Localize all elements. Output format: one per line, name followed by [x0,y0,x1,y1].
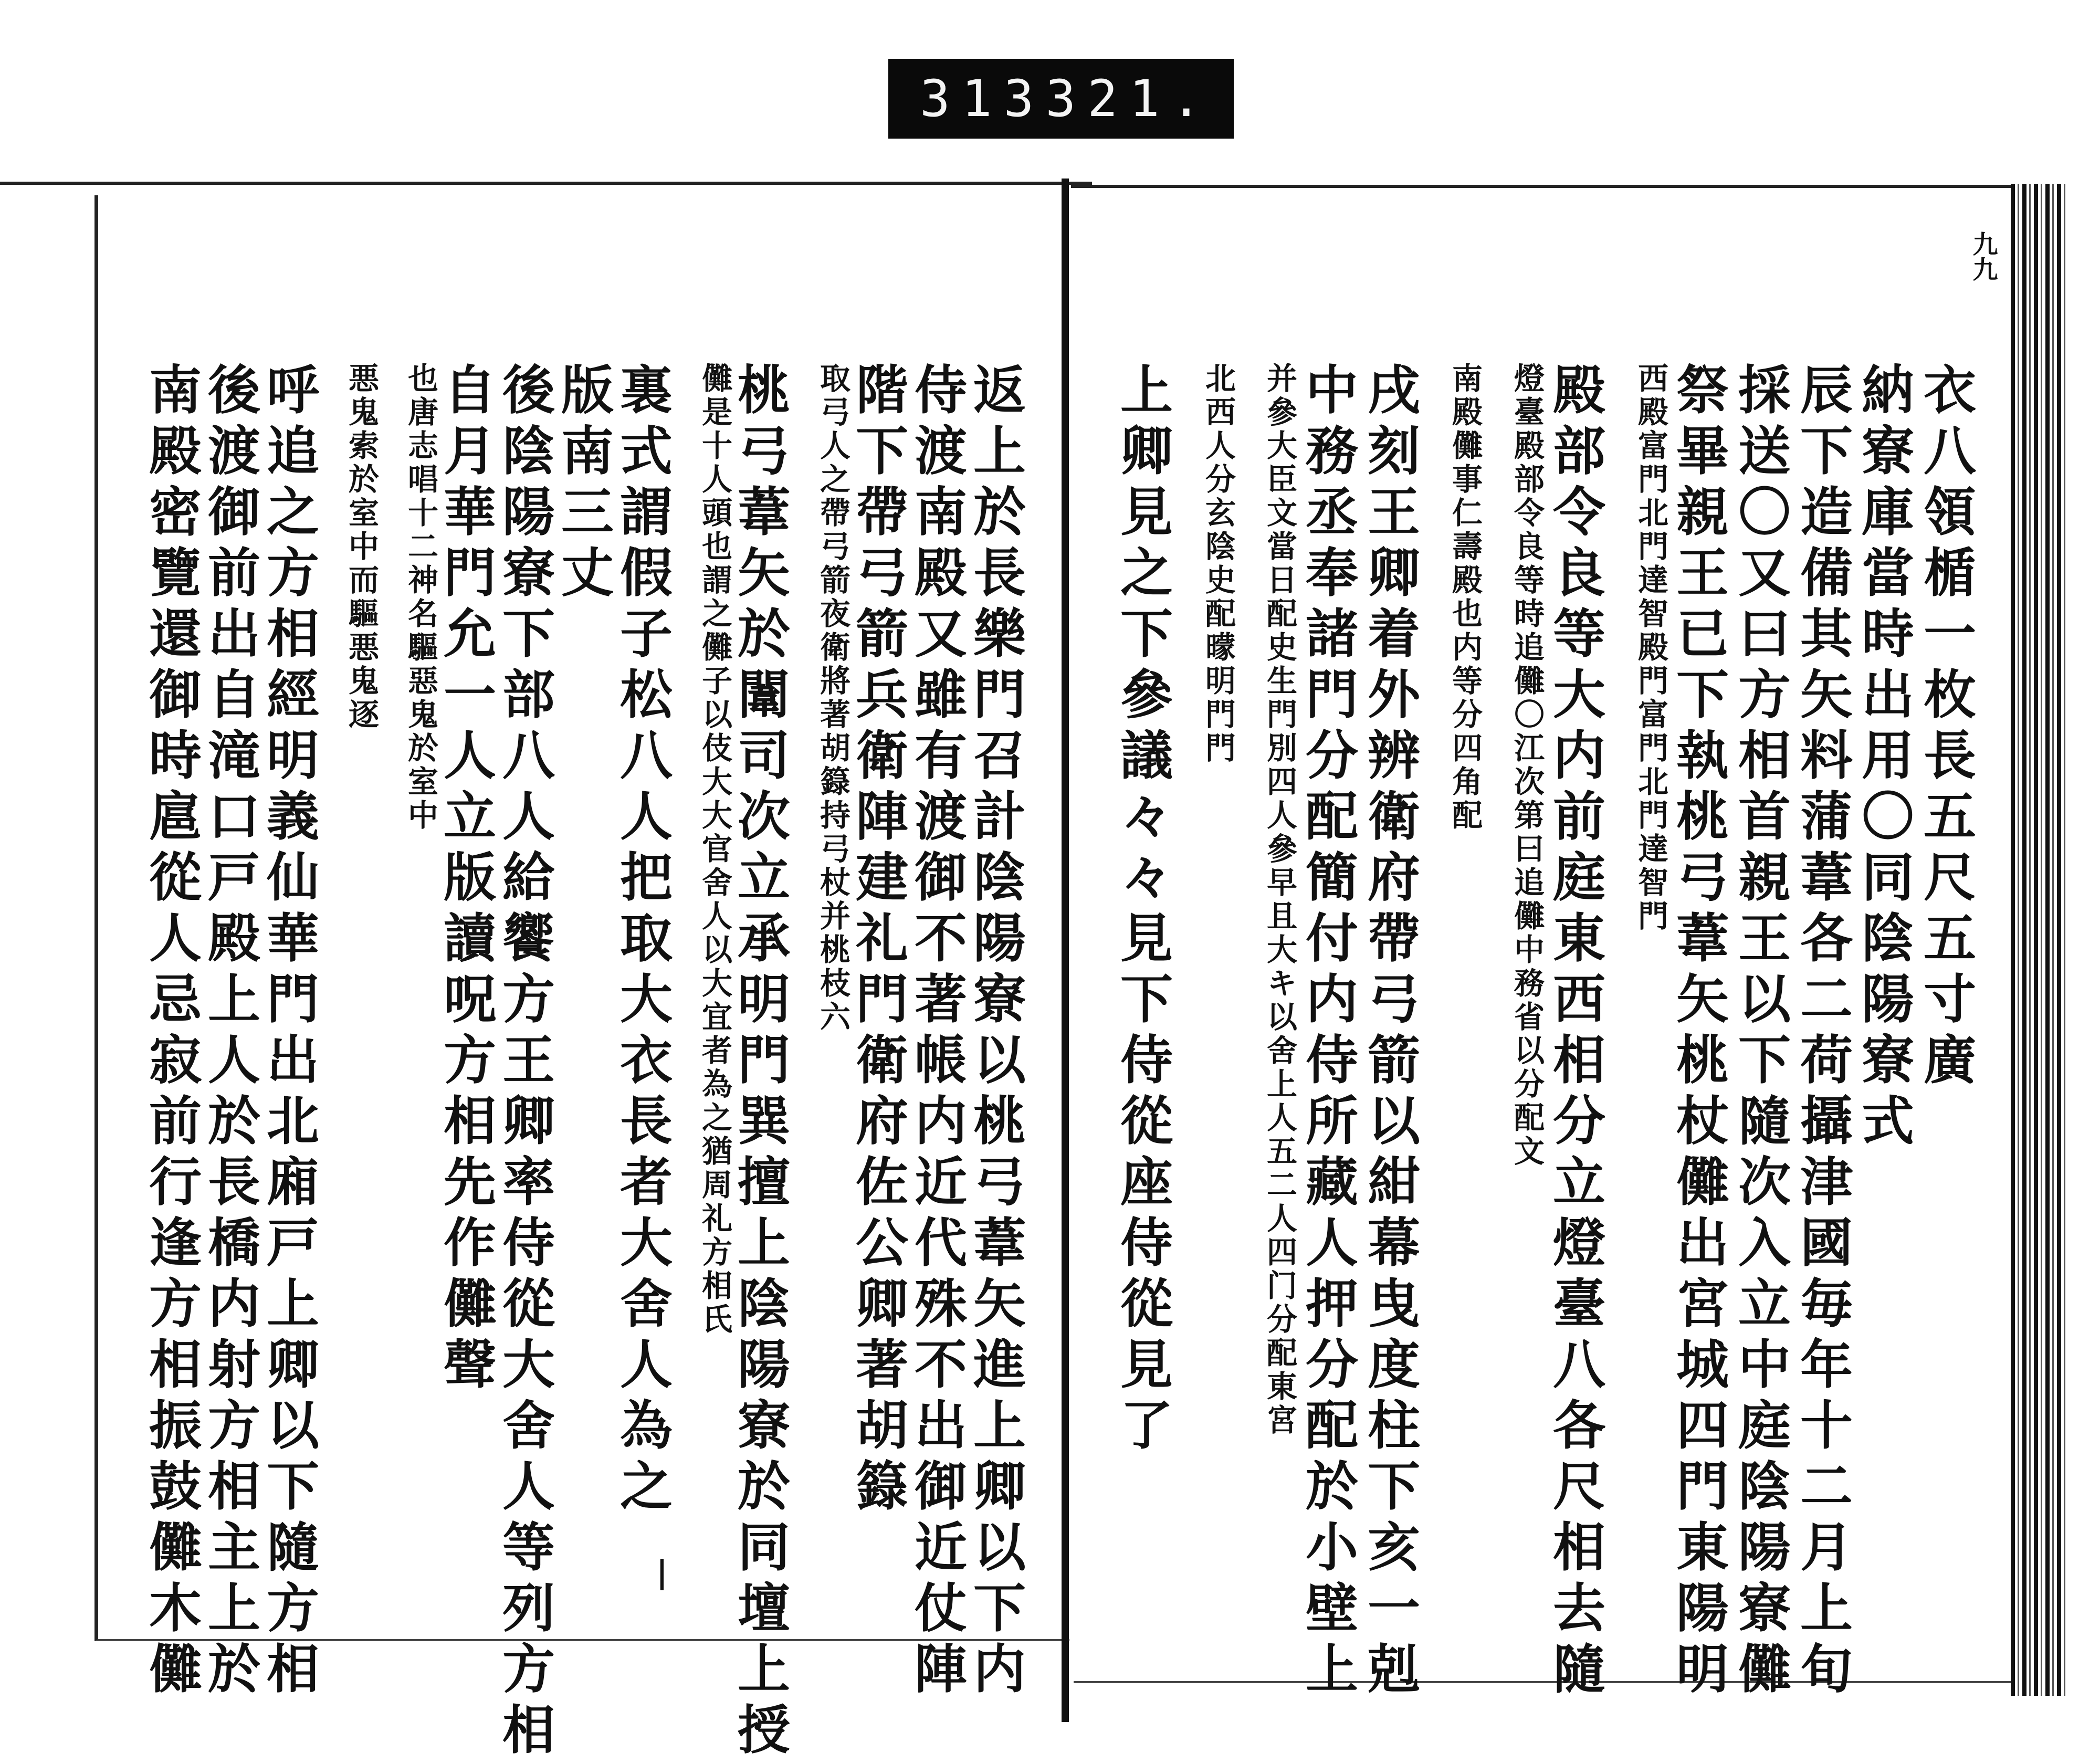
right-page-column: 北西人分玄陰史配曚明門門 [1200,362,1236,765]
left-page-column: 自月華門允一人立版讀呪方相先作儺聲 [435,362,497,1398]
book-gutter [1062,179,1069,1722]
right-page-column: 并參大臣文當日配史生門別四人參早且大キ以舍上人五二人四门分配東宮 [1262,362,1297,1437]
left-page-column: 也唐志唱十二神名驅惡鬼於室中 [403,362,438,833]
catalogue-number-right: 321. [1045,69,1213,128]
right-page-column: 西殿富門北門達智殿門富門北門達智門 [1633,362,1668,933]
left-page-column: 儺是十人頭也謂之儺子以伎大大官舍人以大宜者為之猶周礼方相氏 [697,362,732,1337]
page-top-edge-right [1071,185,2068,193]
left-page-column: 悪鬼索於室中而驅悪鬼逐 [343,362,379,732]
left-page-column: 桃弓葦矢於闈司次立承明門巽擅上陰陽寮於同壇上授 [729,362,791,1763]
right-page-column: 南殿儺事仁壽殿也内等分四角配 [1447,362,1483,833]
right-page-column: 燈臺殿部令良等時追儺〇江次第曰追儺中務省以分配文 [1509,362,1545,1169]
right-page-column: 辰下造備其矢料蒲葦各二荷攝津國毎年十二月上旬 [1791,362,1853,1702]
right-page-column: 採送〇又曰方相首親王以下隨次入立中庭陰陽寮儺 [1729,362,1791,1702]
folio-number: 九九 [1968,231,1998,281]
left-page-column: 侍渡南殿又雖有渡御不著帳内近代殊不出御近仗陣 [906,362,968,1702]
left-page-column: 版南三丈 [552,362,614,606]
page-stack-edge [2011,184,2068,1696]
left-page-column: 返上於長樂門召計陰陽寮以桃弓葦矢進上卿以下内 [964,362,1026,1702]
right-page-column: 祭畢親王已下執桃弓葦矢桃杖儺出宮城四門東陽明 [1667,362,1729,1702]
right-page-column: 上卿見之下參議々々見下侍從座侍從見了 [1111,362,1173,1458]
left-page-column: 階下帶弓箭兵衛陣建礼門衛府佐公卿著胡籙 [847,362,909,1519]
left-page-column: 後渡御前出自滝口戸殿上人於長橋内射方相主上於 [199,362,261,1702]
stray-stroke: | [656,1554,668,1591]
right-page-column: 中務丞奉諸門分配簡付内侍所藏人押分配於小壁上 [1297,362,1359,1702]
right-page-column: 納寮庫當時出用〇同陰陽寮式 [1853,362,1915,1154]
left-page-column: 後陰陽寮下部八人給饗方王卿率侍從大舍人等列方相 [494,362,555,1763]
left-page-column: 取弓人之帶弓箭夜衛將著胡籙持弓杖并桃枝六 [815,362,850,1034]
left-page-column: 裏式謂假子松八人把取大衣長者大舍人為之 [611,362,673,1519]
right-page-column: 戌刻王卿着外辨衛府帶弓箭以紺幕曳度柱下亥一剋 [1359,362,1421,1702]
left-page-column: 南殿密覽還御時扈從人忌寂前行逢方相振鼓儺木儺 [140,362,202,1702]
left-page-column: 呼追之方相經明義仙華門出北廂戸上卿以下隨方相 [258,362,320,1702]
page-top-edge-left [0,182,1092,190]
catalogue-number-label [888,59,1234,139]
right-page-column: 衣八領楯一枚長五尺五寸廣 [1915,362,1977,1093]
right-page-column: 殿部令良等大内前庭東西相分立燈臺八各尺相去隨 [1544,362,1606,1702]
catalogue-number-left: 313 [920,69,1046,128]
